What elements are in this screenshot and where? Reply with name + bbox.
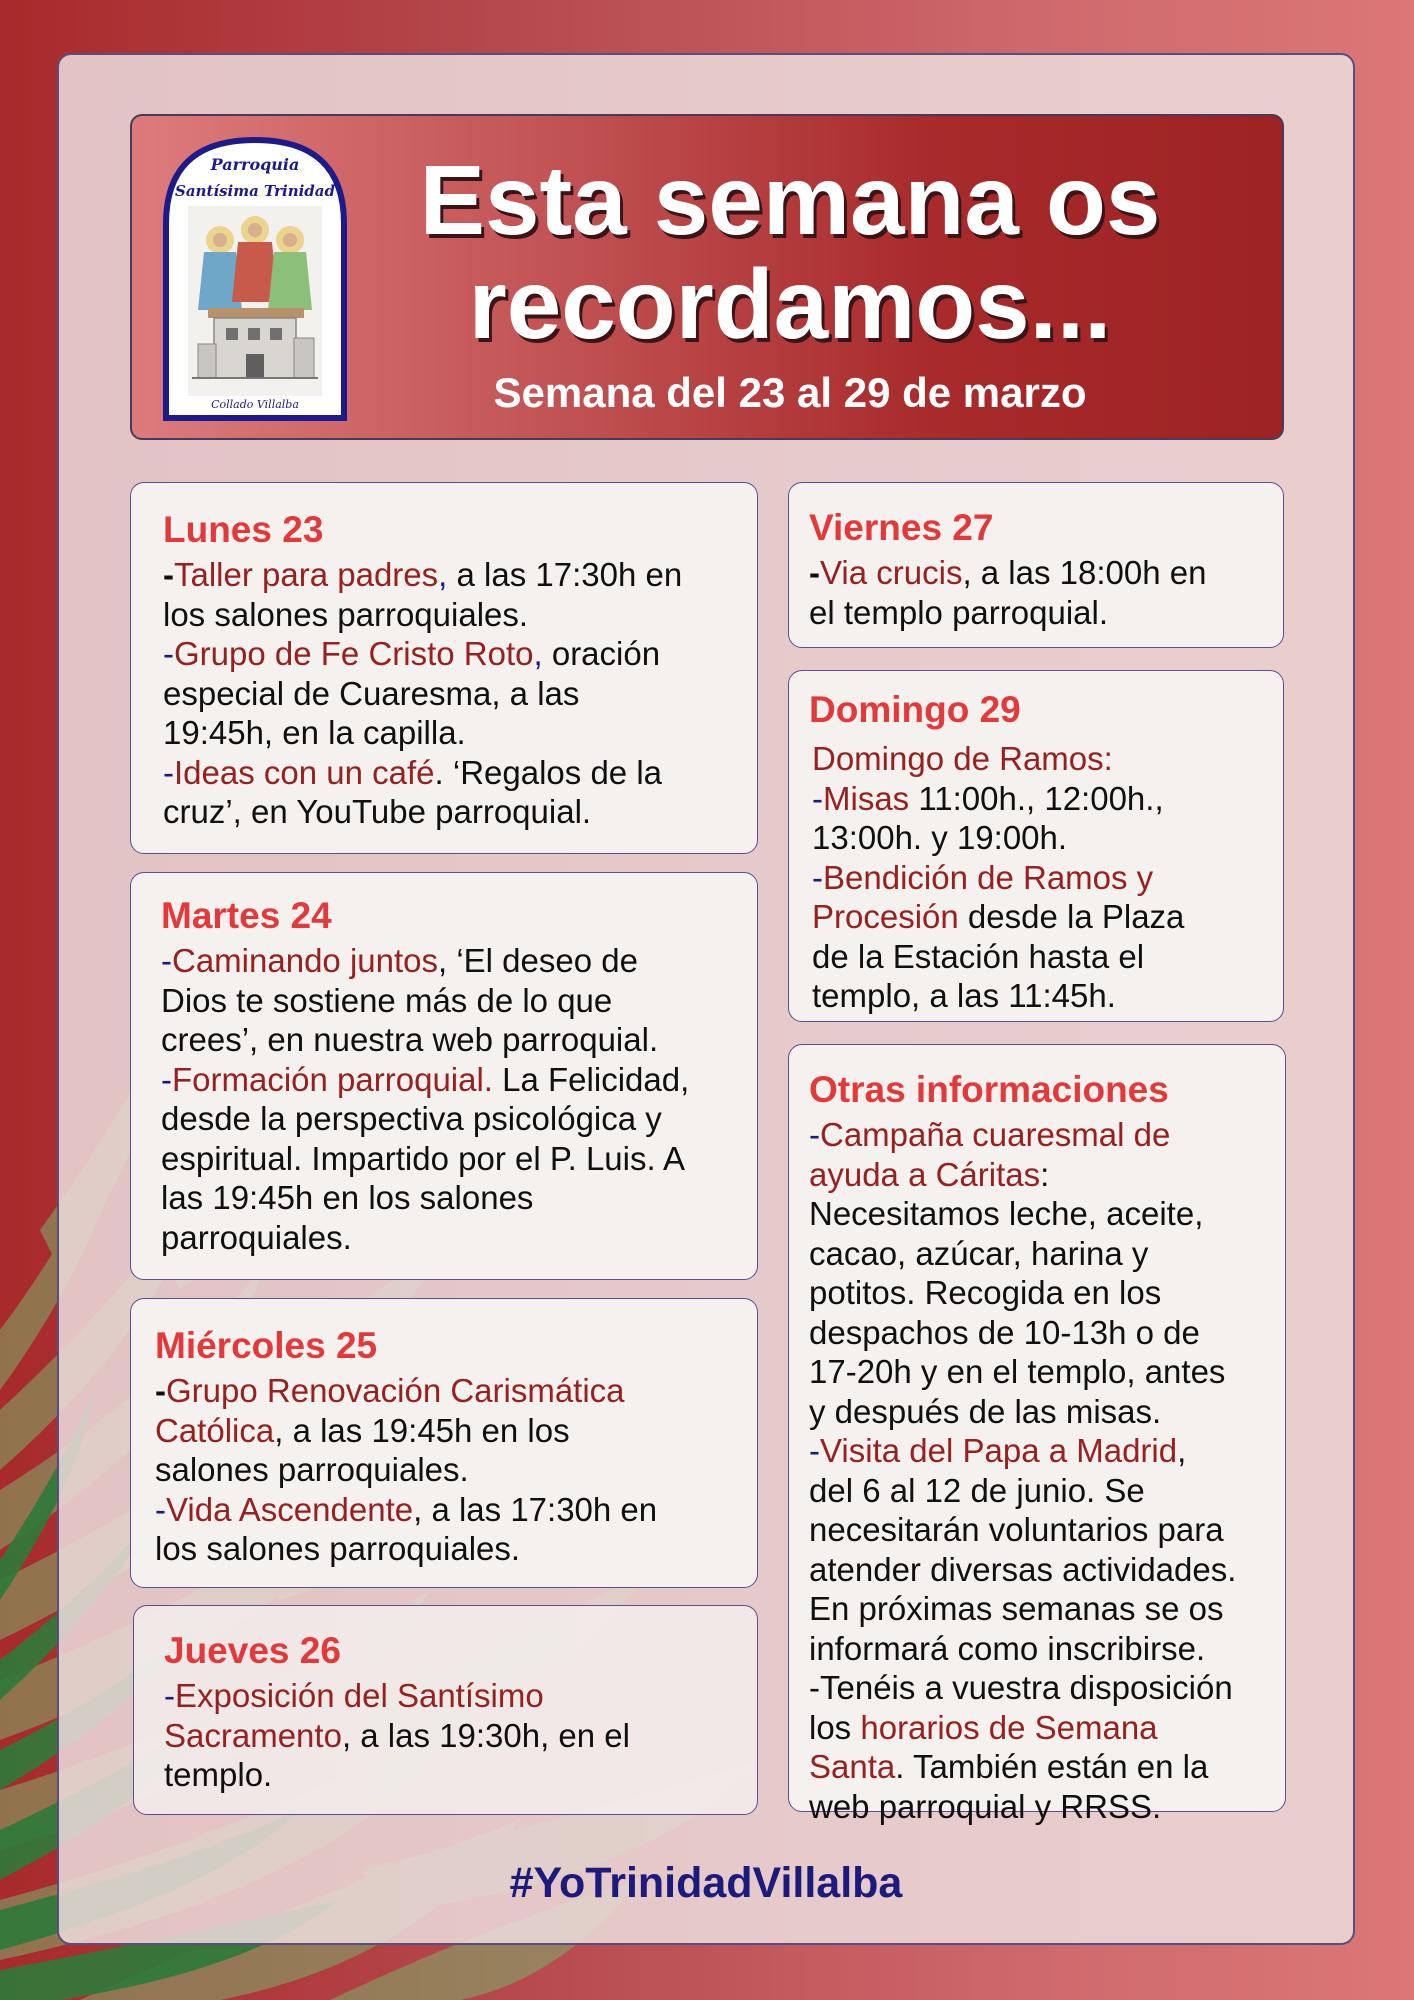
line-rest: desde la Plaza — [958, 898, 1185, 935]
text-line — [163, 753, 727, 793]
text-line — [809, 1589, 1275, 1629]
page-title — [360, 145, 1220, 359]
text-line — [809, 1629, 1275, 1669]
logo-top-line1: Parroquia — [210, 155, 300, 174]
highlight-text: Visita del Papa a Madrid — [820, 1432, 1178, 1469]
text-line — [164, 1676, 737, 1716]
line-rest: 11:00h., 12:00h., — [909, 779, 1164, 817]
line-rest: , a las 19:45h en los — [274, 1411, 570, 1449]
text-line — [809, 1787, 1275, 1827]
line-prefix: los — [809, 1708, 861, 1746]
line-text: 13:00h. y 19:00h. — [812, 819, 1068, 856]
text-line — [161, 981, 737, 1021]
highlight-text: Domingo de Ramos: — [812, 740, 1113, 777]
line-text: cacao, azúcar, harina y — [809, 1234, 1149, 1272]
line-text: desde la perspectiva psicológica y — [161, 1100, 662, 1137]
text-line — [155, 1411, 737, 1451]
card-body — [164, 1676, 737, 1795]
text-line — [809, 1234, 1275, 1274]
line-text: potitos. Recogida en los — [809, 1274, 1162, 1311]
line-rest: a las 17:30h en — [447, 556, 683, 593]
highlight-text: Caminando juntos — [172, 942, 438, 979]
text-line — [163, 555, 727, 595]
line-text: cruz’, en YouTube parroquial. — [163, 793, 592, 830]
highlight-text: horarios de Semana — [860, 1708, 1158, 1746]
line-rest: , — [1177, 1432, 1187, 1469]
highlight-text: ayuda a Cáritas — [809, 1155, 1041, 1193]
line-text: espiritual. Impartido por el P. Luis. A — [161, 1139, 686, 1177]
text-line — [161, 1218, 737, 1258]
text-line — [809, 1471, 1275, 1511]
line-text: 19:45h, en la capilla. — [163, 714, 466, 751]
line-text: informará como inscribirse. — [809, 1629, 1206, 1667]
text-line — [155, 1529, 737, 1569]
highlight-text: Formación parroquial. — [172, 1060, 493, 1098]
text-line — [155, 1490, 737, 1530]
text-line — [163, 595, 727, 635]
highlight-text: Grupo de Fe Cristo Roto — [174, 635, 534, 672]
text-line — [809, 1550, 1275, 1590]
line-text: las 19:45h en los salones — [161, 1179, 534, 1216]
text-line — [809, 1155, 1275, 1195]
bullet-dash: - — [163, 753, 174, 791]
bullet-dash: - — [161, 942, 172, 979]
card-viernes — [788, 482, 1284, 648]
logo-bottom-text: Collado Villalba — [211, 398, 299, 411]
highlight-text: Misas — [823, 779, 910, 817]
title-line-1: Esta semana os — [419, 145, 1161, 255]
text-line — [812, 897, 1267, 937]
text-line — [164, 1716, 737, 1756]
text-line — [161, 1099, 737, 1139]
text-line — [809, 553, 1267, 593]
line-rest: , a las 17:30h en — [413, 1490, 658, 1528]
text-line — [812, 858, 1267, 898]
text-line — [809, 1392, 1275, 1432]
card-body — [161, 941, 737, 1257]
separator: , — [438, 556, 448, 593]
text-line — [809, 1431, 1275, 1471]
card-jueves — [133, 1605, 758, 1815]
line-text: Necesitamos leche, aceite, — [809, 1195, 1204, 1232]
text-line — [809, 1194, 1275, 1234]
bullet-dash: - — [809, 1432, 820, 1469]
card-body — [809, 1115, 1275, 1826]
card-martes — [130, 872, 758, 1280]
hashtag: #YoTrinidadVillalba — [509, 1859, 903, 1907]
line-text: de la Estación hasta el — [812, 937, 1145, 975]
separator: , — [533, 635, 543, 672]
highlight-text: Santa — [809, 1748, 896, 1785]
bullet-dash: - — [812, 858, 823, 896]
line-rest: , a las 19:30h, en el — [341, 1716, 630, 1754]
text-line — [161, 941, 737, 981]
highlight-text: Procesión — [812, 898, 959, 935]
section-heading: Otras informaciones — [809, 1069, 1169, 1110]
text-line — [161, 1020, 737, 1060]
bullet-dash: - — [161, 1060, 172, 1098]
text-line — [812, 739, 1267, 779]
card-domingo — [788, 670, 1284, 1022]
text-line — [163, 674, 727, 714]
card-body — [163, 555, 727, 832]
day-heading: Jueves 26 — [164, 1630, 341, 1671]
text-line — [161, 1139, 737, 1179]
bullet-dash: - — [163, 556, 174, 593]
holy-trinity-church-illustration — [188, 206, 322, 396]
text-line — [164, 1755, 737, 1795]
parish-logo — [158, 132, 352, 422]
day-heading: Martes 24 — [161, 895, 332, 936]
line-text: templo, a las 11:45h. — [812, 977, 1116, 1014]
card-lunes — [130, 482, 758, 854]
line-rest: . También están en la — [895, 1748, 1209, 1785]
bullet-dash: - — [155, 1490, 166, 1528]
text-line — [812, 779, 1267, 819]
bullet-dash: - — [809, 1116, 820, 1153]
line-text: y después de las misas. — [809, 1392, 1162, 1430]
bullet-dash: - — [812, 779, 823, 817]
card-body — [155, 1371, 737, 1569]
line-rest: , ‘El deseo de — [438, 942, 638, 979]
day-heading: Viernes 27 — [809, 507, 994, 548]
line-text: Dios te sostiene más de lo que — [161, 981, 613, 1019]
highlight-text: Católica — [155, 1411, 275, 1449]
highlight-text: Campaña cuaresmal de — [820, 1116, 1171, 1153]
week-subtitle: Semana del 23 al 29 de marzo — [493, 369, 1087, 416]
highlight-text: Bendición de Ramos y — [823, 858, 1154, 896]
text-line — [809, 1313, 1275, 1353]
highlight-text: Grupo Renovación Carismática — [166, 1372, 625, 1409]
line-rest: La Felicidad, — [492, 1060, 690, 1098]
highlight-text: Taller para padres — [174, 556, 439, 593]
line-text: templo. — [164, 1756, 273, 1793]
card-body — [809, 553, 1267, 632]
bullet-dash: - — [809, 554, 820, 591]
highlight-text: Exposición del Santísimo — [175, 1677, 544, 1714]
text-line — [163, 713, 727, 753]
text-line — [163, 634, 727, 674]
highlight-text: Vida Ascendente — [166, 1490, 414, 1528]
text-line — [812, 818, 1267, 858]
day-heading: Domingo 29 — [809, 689, 1021, 730]
text-line — [809, 1668, 1275, 1708]
bullet-dash: - — [163, 635, 174, 672]
highlight-text: Sacramento — [164, 1716, 342, 1754]
text-line — [161, 1178, 737, 1218]
text-line — [809, 1273, 1275, 1313]
line-rest: : — [1040, 1155, 1050, 1193]
bullet-dash: - — [155, 1372, 166, 1409]
day-heading: Lunes 23 — [163, 509, 324, 550]
line-rest: , a las 18:00h en — [962, 554, 1207, 591]
text-line — [809, 593, 1267, 633]
line-rest: . ‘Regalos de la — [434, 753, 663, 791]
line-text: En próximas semanas se os — [809, 1590, 1224, 1627]
day-heading: Miércoles 25 — [155, 1325, 378, 1366]
logo-top-line2: Santísima Trinidad — [174, 182, 336, 200]
bullet-dash: - — [164, 1677, 175, 1714]
line-text: atender diversas actividades. — [809, 1550, 1237, 1588]
text-line — [812, 937, 1267, 977]
text-line — [163, 792, 727, 832]
line-rest: oración — [542, 635, 661, 672]
title-line-2: recordamos... — [468, 249, 1112, 359]
text-line — [809, 1352, 1275, 1392]
highlight-text: Ideas con un café — [174, 753, 435, 791]
line-text: necesitarán voluntarios para — [809, 1511, 1224, 1548]
card-miercoles — [130, 1298, 758, 1588]
text-line — [809, 1115, 1275, 1155]
line-text: despachos de 10-13h o de — [809, 1313, 1200, 1351]
line-text: parroquiales. — [161, 1218, 352, 1256]
line-text: -Tenéis a vuestra disposición — [809, 1669, 1233, 1706]
card-otras-informaciones — [788, 1044, 1286, 1825]
text-line — [155, 1371, 737, 1411]
line-text: web parroquial y RRSS. — [809, 1787, 1162, 1825]
highlight-text: Via crucis — [820, 554, 963, 591]
text-line — [809, 1510, 1275, 1550]
line-text: del 6 al 12 de junio. Se — [809, 1471, 1145, 1509]
line-text: los salones parroquiales. — [163, 595, 529, 633]
line-text: los salones parroquiales. — [155, 1530, 521, 1567]
line-text: el templo parroquial. — [809, 593, 1108, 631]
line-text: salones parroquiales. — [155, 1451, 469, 1488]
line-text: crees’, en nuestra web parroquial. — [161, 1021, 659, 1058]
line-text: especial de Cuaresma, a las — [163, 674, 580, 712]
text-line — [161, 1060, 737, 1100]
text-line — [809, 1708, 1275, 1748]
text-line — [812, 976, 1267, 1016]
text-line — [809, 1747, 1275, 1787]
text-line — [155, 1450, 737, 1490]
card-body — [809, 739, 1267, 1016]
line-text: 17-20h y en el templo, antes — [809, 1353, 1226, 1390]
